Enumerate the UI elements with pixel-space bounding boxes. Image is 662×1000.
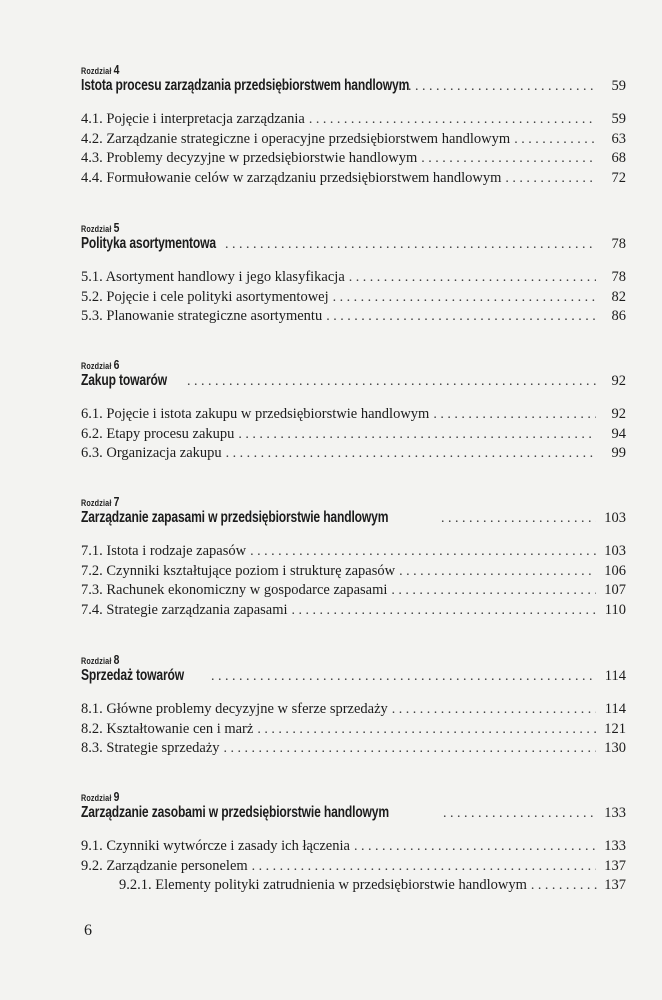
chapter-title-row[interactable] [81,666,626,686]
chapter-title: Zakup towarów [81,372,167,389]
chapter-title: Istota procesu zarządzania przedsiębiorstwem handlowym [81,77,410,94]
toc-entry[interactable]: 4.1. Pojęcie i interpretacja zarządzania . . . 59 [81,110,626,130]
dot-leader [187,372,596,392]
chapter-page: 133 [604,805,626,821]
chapter-page: 78 [611,236,626,252]
toc-subentry[interactable]: 9.2.1. Elementy polityki zatrudnienia w przedsiębiorstwie handlowym . . . 137 [81,876,626,896]
chapter-7 [81,496,626,620]
toc-entry[interactable]: 5.1. Asortyment handlowy i jego klasyfikacja . . . 78 [81,268,626,288]
chapter-4 [81,64,626,188]
chapter-title: Zarządzanie zapasami w przedsiębiorstwie handlowym [81,509,389,526]
toc-entry[interactable]: 4.4. Formułowanie celów w zarządzaniu przedsiębiorstwem handlowym . . . 72 [81,169,626,189]
toc-entry[interactable]: 6.1. Pojęcie i istota zakupu w przedsiębiorstwie handlowym . . . 92 [81,405,626,425]
chapter-5 [81,222,626,327]
chapter-label: Rozdział 6 [81,357,120,372]
chapter-label: Rozdział 8 [81,652,120,667]
chapter-label: Rozdział 7 [81,494,120,509]
chapter-title-row[interactable] [81,803,626,823]
toc-entry[interactable]: 8.2. Kształtowanie cen i marż . . . 121 [81,720,626,740]
toc-entry[interactable]: 7.3. Rachunek ekonomiczny w gospodarce zapasami . . . 107 [81,581,626,601]
toc-entry[interactable]: 6.2. Etapy procesu zakupu . . . 94 [81,425,626,445]
chapter-label: Rozdział 5 [81,220,120,235]
chapter-title-row[interactable] [81,508,626,528]
toc-entry[interactable]: 4.2. Zarządzanie strategiczne i operacyjne przedsiębiorstwem handlowym . . . 63 [81,130,626,150]
chapter-6 [81,359,626,464]
toc-entry[interactable]: 6.3. Organizacja zakupu . . . 99 [81,444,626,464]
chapter-title-row[interactable] [81,371,626,391]
toc-entry[interactable]: 4.3. Problemy decyzyjne w przedsiębiorstwie handlowym . . . 68 [81,149,626,169]
toc-entry[interactable]: 9.1. Czynniki wytwórcze i zasady ich łączenia . . . 133 [81,837,626,857]
chapter-title: Sprzedaż towarów [81,667,184,684]
chapter-9 [81,791,626,896]
toc-entry[interactable]: 7.4. Strategie zarządzania zapasami . . . 110 [81,601,626,621]
chapter-label: Rozdział 4 [81,62,120,77]
dot-leader [443,804,596,824]
chapter-page: 114 [604,668,626,684]
dot-leader [441,509,596,529]
chapter-title-row[interactable] [81,76,626,96]
toc-entry[interactable]: 7.2. Czynniki kształtujące poziom i strukturę zapasów . . . 106 [81,562,626,582]
chapter-page: 92 [611,373,626,389]
chapter-page: 59 [611,78,626,94]
page-number: 6 [84,922,92,939]
toc-entry[interactable]: 5.3. Planowanie strategiczne asortymentu . . . 86 [81,307,626,327]
dot-leader [387,77,596,97]
chapter-title: Polityka asortymentowa [81,235,216,252]
toc-entry[interactable]: 8.3. Strategie sprzedaży . . . 130 [81,739,626,759]
chapter-title-row[interactable] [81,234,626,254]
chapter-label: Rozdział 9 [81,789,120,804]
chapter-8 [81,654,626,759]
toc-entry[interactable]: 5.2. Pojęcie i cele polityki asortymentowej . . . 82 [81,288,626,308]
dot-leader [211,667,596,687]
dot-leader [225,235,596,255]
toc-entry[interactable]: 7.1. Istota i rodzaje zapasów . . . 103 [81,542,626,562]
chapter-page: 103 [604,510,626,526]
chapter-title: Zarządzanie zasobami w przedsiębiorstwie handlowym [81,804,389,821]
toc-entry[interactable]: 9.2. Zarządzanie personelem . . . 137 [81,857,626,877]
toc-entry[interactable]: 8.1. Główne problemy decyzyjne w sferze sprzedaży . . . 114 [81,700,626,720]
